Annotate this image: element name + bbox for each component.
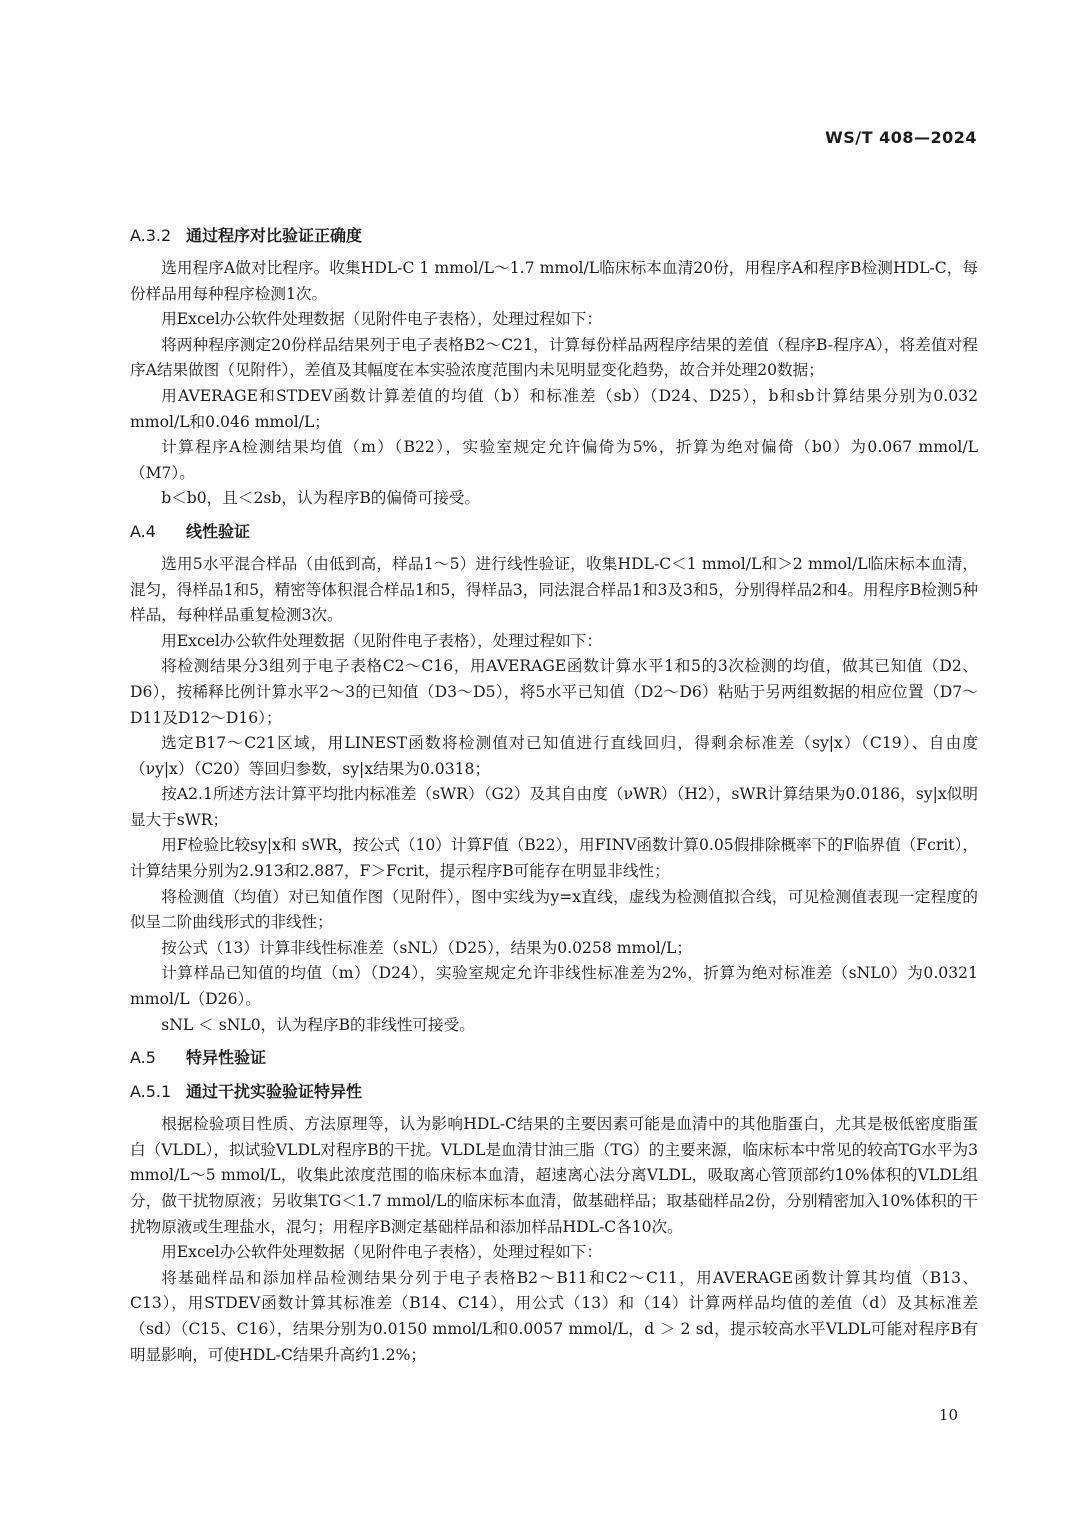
paragraph: 选用程序A做对比程序。收集HDL-C 1 mmol/L～1.7 mmol/L临床标本血清20份，用程序A和程序B检测HDL-C，每份样品用每种程序检测1次。 [130, 259, 978, 303]
section-title: 通过干扰实验验证特异性 [186, 1082, 363, 1102]
section-number: A.4 [130, 521, 156, 541]
section-number: A.3.2 [130, 226, 172, 245]
paragraph: 用Excel办公软件处理数据（见附件电子表格），处理过程如下： [161, 1243, 602, 1262]
section-title: 通过程序对比验证正确度 [186, 226, 363, 245]
paragraph: 按公式（13）计算非线性标准差（sNL）（D25），结果为0.0258 mmol/L； [161, 938, 692, 957]
paragraph: 将检测结果分3组列于电子表格C2～C16，用AVERAGE函数计算水平1和5的3次检测的均值，做其已知值（D2、D6），按稀释比例计算水平2～3的已知值（D3～D5），将5水平已知值（D2～D6）粘贴于另两组数据的相应位置（D7～D11及D12～D16）； [130, 657, 978, 727]
section-heading-a-4 [130, 518, 978, 546]
section-number: A.5 [130, 1048, 156, 1068]
paragraph: 用AVERAGE和STDEV函数计算差值的均值（b）和标准差（sb）（D24、D25），b和sb计算结果分别为0.032 mmol/L和0.046 mmol/L； [130, 386, 978, 431]
section-heading-a-5-1 [130, 1078, 978, 1106]
paragraph: 选定B17～C21区域，用LINEST函数将检测值对已知值进行直线回归，得剩余标准差（sy|x）（C19）、自由度（νy|x）（C20）等回归参数，sy|x结果为0.0318； [130, 734, 978, 778]
section-heading-a-3-2 [130, 222, 978, 250]
document-body [130, 216, 978, 1368]
paragraph: 用Excel办公软件处理数据（见附件电子表格），处理过程如下： [161, 310, 602, 329]
page-number: 10 [938, 1406, 958, 1424]
section-title: 特异性验证 [186, 1048, 267, 1068]
paragraph: 计算样品已知值的均值（m）（D24），实验室规定允许非线性标准差为2%，折算为绝对标准差（sNL0）为0.0321 mmol/L（D26）。 [130, 964, 978, 1009]
paragraph: 用Excel办公软件处理数据（见附件电子表格），处理过程如下： [161, 631, 602, 650]
section-heading-a-5 [130, 1044, 978, 1072]
paragraph: 将检测值（均值）对已知值作图（见附件），图中实线为y=x直线，虚线为检测值拟合线，可见检测值表现一定程度的似呈二阶曲线形式的非线性； [130, 887, 978, 932]
document-code: WS/T 408—2024 [825, 128, 977, 147]
paragraph: 根据检验项目性质、方法原理等，认为影响HDL-C结果的主要因素可能是血清中的其他脂蛋白，尤其是极低密度脂蛋白（VLDL），拟试验VLDL对程序B的干扰。VLDL是血清甘油三脂（TG）的主要来源，临床标本中常见的较高TG水平为3 mmol/L～5 mmol/L，收集此浓度范围的临床标本血清，超速离心法分离VLDL，吸取离心管顶部约10%体积的VLDL组分，做干扰物原液；另收集TG＜1.7 mmol/L的临床标本血清，做基础样品；取基础样品2份，分别精密加入10%体积的干扰物原液或生理盐水，混匀；用程序B测定基础样品和添加样品HDL-C各10次。 [130, 1115, 978, 1236]
paragraph: 将两种程序测定20份样品结果列于电子表格B2～C21，计算每份样品两程序结果的差值（程序B-程序A），将差值对程序A结果做图（见附件），差值及其幅度在本实验浓度范围内未见明显变化趋势，故合并处理20数据； [130, 335, 978, 380]
paragraph: 用F检验比较sy|x和 sWR，按公式（10）计算F值（B22），用FINV函数计算0.05假排除概率下的F临界值（Fcrit），计算结果分别为2.913和2.887，F＞Fcrit，提示程序B可能存在明显非线性； [130, 836, 978, 881]
paragraph: 计算程序A检测结果均值（m）（B22），实验室规定允许偏倚为5%，折算为绝对偏倚（b0）为0.067 mmol/L（M7）。 [130, 438, 978, 482]
paragraph: 按A2.1所述方法计算平均批内标准差（sWR）（G2）及其自由度（νWR）（H2），sWR计算结果为0.0186，sy|x似明显大于sWR； [130, 785, 978, 829]
section-number: A.5.1 [130, 1082, 172, 1102]
section-title: 线性验证 [186, 521, 251, 541]
paragraph: b＜b0，且＜2sb，认为程序B的偏倚可接受。 [161, 489, 480, 508]
paragraph: sNL ＜ sNL0，认为程序B的非线性可接受。 [161, 1015, 475, 1034]
paragraph: 将基础样品和添加样品检测结果分列于电子表格B2～B11和C2～C11，用AVERAGE函数计算其均值（B13、C13），用STDEV函数计算其标准差（B14、C14），用公式（13）和（14）计算两样品均值的差值（d）及其标准差（sd）（C15、C16），结果分别为0.0150 mmol/L和0.0057 mmol/L，d ＞ 2 sd，提示较高水平VLDL可能对程序B有明显影响，可使HDL-C结果升高约1.2%； [130, 1268, 978, 1364]
paragraph: 选用5水平混合样品（由低到高，样品1～5）进行线性验证，收集HDL-C＜1 mmol/L和＞2 mmol/L临床标本血清，混匀，得样品1和5，精密等体积混合样品1和5，得样品3，同法混合样品1和3及3和5，分别得样品2和4。用程序B检测5种样品，每种样品重复检测3次。 [130, 554, 978, 625]
